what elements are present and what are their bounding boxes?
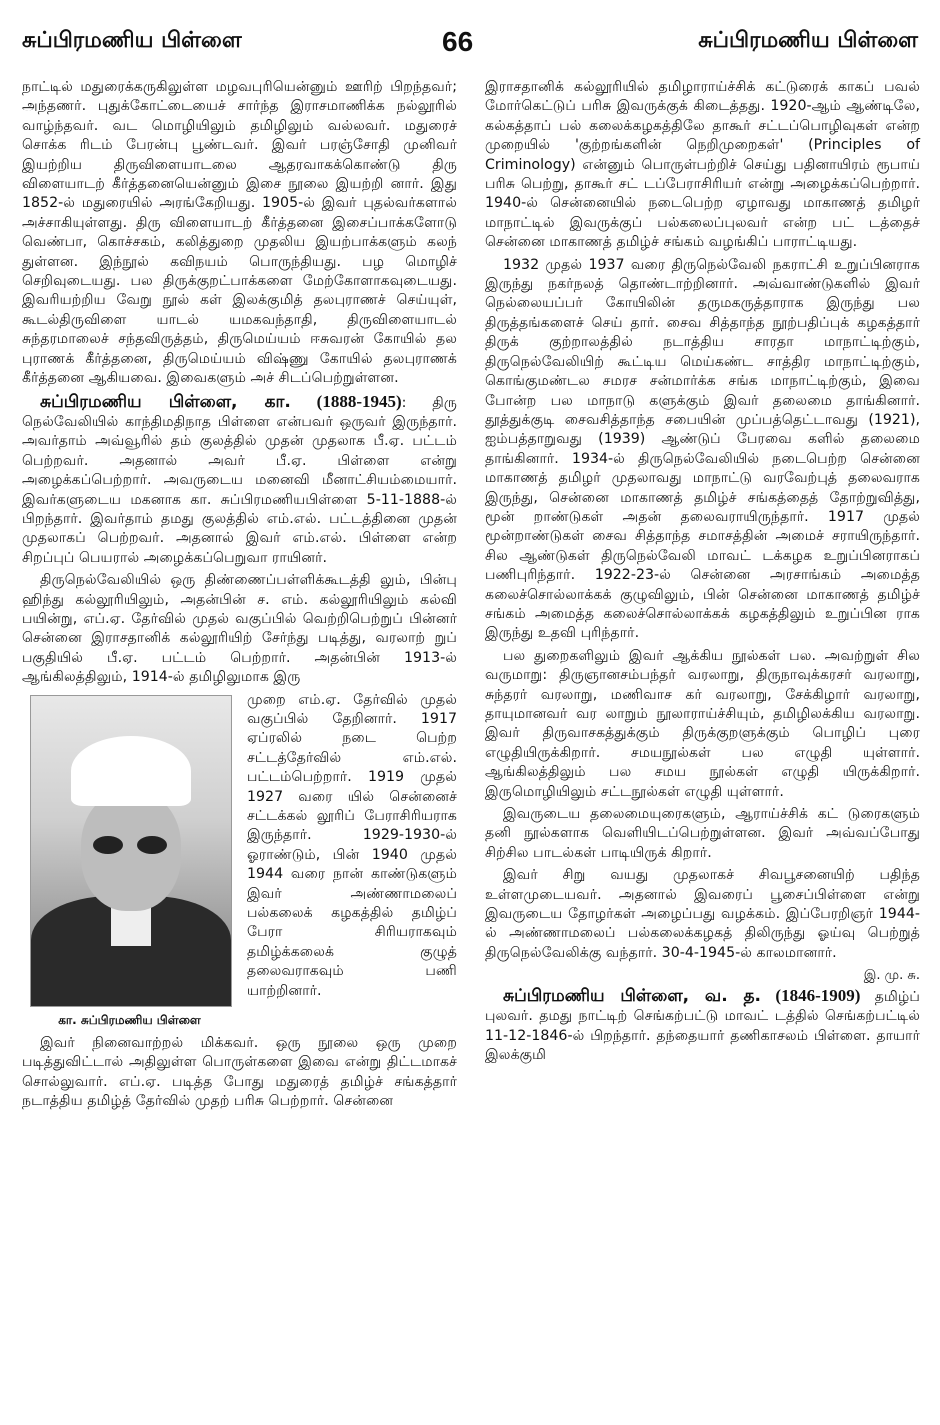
page-number: 66 [442,26,474,57]
paragraph: முறை எம்.ஏ. தேர்வில் முதல் வகுப்பில் தேறினார். 1917 ஏப்ரலில் நடை பெற்ற சட்டத்தேர்வில் எம்.எல். பட்டம்பெற்றார். 1919 முதல் 1927 வரை யில் சென்னைச் சட்டக்கல் லூரிப் பேராசிரியராக இருந்தார். 1929-1930-ல் ஓராண்டும், பின் 1940 முதல் 1944 வரை நான் காண்டுகளும் இவர் அண்ணாமலைப் பல்கலைக் கழகத்தில் தமிழ்ப் பேரா சிரியராகவும் தமிழ்க்கலைக் குழுத் தலைவராகவும் பணி யாற்றினார். [247,691,457,999]
paragraph: இவருடைய தலைமையுரைகளும், ஆராய்ச்சிக் கட் டுரைகளும் தனி நூல்களாக வெளியிடப்பெற்றுள்ளன. இவர் அவ்வப்போது சிற்சில பாடல்கள் பாடியிருக் கிறார். [485,806,920,861]
paragraph: பல துறைகளிலும் இவர் ஆக்கிய நூல்கள் பல. அவற்றுள் சில வருமாறு: திருஞானசம்பந்தர் வரலாறு, திருநாவுக்கரசர் வரலாறு, சுந்தரர் வரலாறு, மணிவாச கர் வரலாறு, சேக்கிழார் வரலாறு, தாயுமானவர் வர லாறும் நூலாராய்ச்சியும், தமிழிலக்கிய வரலாறு. இவர் திருவாசகத்துக்கும் திருக்குறளுக்கும் பொழிப் புரை எழுதியிருக்கிறார். சமயநூல்கள் பல எழுதி யுள்ளார். ஆங்கிலத்திலும் பல சமய நூல்கள் எழுதி யிருக்கிறார். இருமொழியிலும் சட்டநூல்கள் எழுதி யுள்ளார். [485,647,920,800]
right-column [485,78,920,1068]
entry-heading: சுப்பிரமணிய பிள்ளை, கா. [40,391,291,412]
author-signature: இ. மு. சு. [863,968,920,984]
entry-years: (1846-1909) [775,985,861,1005]
photo-caption: கா. சுப்பிரமணிய பிள்ளை [58,1012,201,1027]
portrait-figure [22,695,237,1030]
paragraph: இவர் நினைவாற்றல் மிக்கவர். ஒரு நூலை ஒரு முறை படித்துவிட்டால் அதிலுள்ள பொருள்களை இவை என்று திட்டமாகச் சொல்லுவார். எப்.ஏ. படித்த போது மதுரைத் தமிழ்ச் சங்கத்தார் நடாத்திய தமிழ்த் தேர்வில் முதற் பரிசு பெற்றார். சென்னை [22,1035,457,1110]
page-header [0,0,940,70]
entry-paragraph [22,392,457,569]
paragraph: இராசதானிக் கல்லூரியில் தமிழாராய்ச்சிக் கட்டுரைக் காகப் பவல் மோர்கெட்டுப் பரிசு இவருக்குக் கிடைத்தது. 1920-ஆம் ஆண்டிலே, கல்கத்தாப் பல் கலைக்கழகத்திலே தாகூர் சட்டப்பொழிவுகள் என்ற முறையில் 'குற்றங்களின் நெறிமுறைகள்' (Principles of Criminology) என்னும் பொருள்பற்றிச் செய்து பதினாயிரம் ரூபாய் பரிசு பெற்று, தாகூர் சட் டப்பேராசிரியர் என்று அழைக்கப்பெற்றார். 1940-ல் சென்னையில் நடைபெற்ற ஏழாவது மாகாணத் தமிழர் மாநாட்டில் இவருக்குப் பல்கலைப்புலவர் என்ற பட் டத்தைச் சென்னை மாகாணத் தமிழ்ச் சங்கம் வழங்கிப் பாராட்டியது. [485,79,920,251]
entry-years: (1888-1945) [316,391,402,411]
running-head-left: சுப்பிரமணிய பிள்ளை [22,28,242,53]
entry-paragraph [485,986,920,1066]
paragraph: திருநெல்வேலியில் ஒரு திண்ணைப்பள்ளிக்கூடத்தி லும், பின்பு ஹிந்து கல்லூரியிலும், அதன்பின் ச. எம். கல்லூரியிலும் கல்வி பயின்று, எப்.ஏ. தேர்வில் முதல் வகுப்பில் வெற்றிபெற்றுப் பின்னர் சென்னை இராசதானிக் கல்லூரியிற் சேர்ந்து படித்து, வரலாற் றுப் பகுதியில் பீ.ஏ. பட்டம் பெற்றார். அதன்பின் 1913-ல் ஆங்கிலத்திலும், 1914-ல் தமிழிலுமாக இரு [22,572,457,686]
entry-text: : திரு நெல்வேலியில் காந்திமதிநாத பிள்ளை என்பவர் ஒருவர் இருந்தார். அவர்தாம் அவ்வூரில் தம் குலத்தில் முதன் முதலாக பீ.ஏ. பட்டம் பெற்றவர். அதனால் அவர் பீ.ஏ. பிள்ளை என்று அழைக்கப்பெற்றார். அவருடைய மனைவி மீனாட்சியம்மையார். இவர்களுடைய மகனாக கா. சுப்பிரமணியபிள்ளை 5-11-1888-ல் பிறந்தார். இவர்தாம் தமது குலத்தில் எம்.எல். பட்டத்தினை முதன் முதலாகப் பெற்றவர். அதனால் இவர் எம்.எல். பிள்ளை என்ற சிறப்புப் பெயரால் அழைக்கப்பெறுவா ராயினர். [22,394,457,566]
left-column [22,78,457,1115]
entry-text: தமிழ்ப் புலவர். தமது நாட்டிற் செங்கற்பட்டு மாவட் டத்தில் செங்கற்பட்டில் 11-12-1846-ல் பிறந்தார். தந்தையார் தணிகாசலம் பிள்ளை. தாயார் இலக்குமி [485,988,920,1063]
portrait-photo [30,695,232,1007]
paragraph: 1932 முதல் 1937 வரை திருநெல்வேலி நகராட்சி உறுப்பினராக இருந்து நகர்நலத் தொண்டாற்றினார். அவ்வாண்டுகளில் இவர் நெல்லையப்பர் கோயிலின் தருமகருத்தாராக இருந்து பல திருத்தங்களைச் செய் தார். சைவ சித்தாந்த நூற்பதிப்புக் கழகத்தார் திருக் குற்றாலத்தில் நடாத்திய சாரதா மாநாட்டிற்கும், திருநெல்வேலியிற் கூட்டிய மெய்கண்ட சாத்திர மாநாட்டிற்கும், கொங்குமண்டல சமரச சன்மார்க்க சங்க மாநாட்டிற்கும், இவை போன்ற பல மாநாடு களுக்கும் இவர் தலைமை தாங்கினார். தூத்துக்குடி சைவசித்தாந்த சபையின் முப்பத்தெட்டாவது (1921), ஐம்பத்தாறுவது (1939) ஆண்டுப் பேரவை களில் தலைமை தாங்கினார். 1934-ல் திருநெல்வேலியில் நடைபெற்ற சென்னை மாகாணத் தமிழர் முதலாவது மாநாட்டு வரவேற்புத் தலைவராக இருந்து, சென்னை மாகாணத் தமிழ்ச் சங்கத்தைத் தோற்றுவித்து, மூன் றாண்டுகள் அதன் தலைவராயிருந்தார். 1917 முதல் மூன்றாண்டுகள் சைவ சித்தாந்த சமாசத்தின் அமைச் சராயிருந்தார். சில ஆண்டுகள் திருநெல்வேலி மாவட் டக்கழக உறுப்பினராகப் பணிபுரிந்தார். 1922-23-ல் சென்னை அரசாங்கம் அமைத்த கலைச்சொல்லாக்கக் குழுவிலும், பின் சென்னை மாகாணத் தமிழ்ச் சங்கம் அமைத்த கலைச்சொல்லாக்கக் கழகத்திலும் உறுப்பின ராக இருந்து உதவி புரிந்தார். [485,256,920,642]
paragraph: இவர் சிறு வயது முதலாகச் சிவபூசனையிற் பதிந்த உள்ளமுடையவர். அதனால் இவரைப் பூசைப்பிள்ளை என்று இவருடைய தோழர்கள் அழைப்பது வழக்கம். இப்பேரறிஞர் 1944-ல் அண்ணாமலைப் பல்கலைக்கழகத் திலிருந்து ஓய்வு பெற்றுத் திருநெல்வேலிக்கு வந்தார். 30-4-1945-ல் காலமானார். [485,867,920,961]
paragraph: நாட்டில் மதுரைக்கருகிலுள்ள மழவபுரியென்னும் ஊரிற் பிறந்தவர்; அந்தணர். புதுக்கோட்டையைச் சார்ந்த இராசமாணிக்க நல்லூரில் வாழ்ந்தவர். வட மொழியிலும் தமிழிலும் வல்லவர். மதுரைச் சொக்க ரிடம் பேரன்பு பூண்டவர். இவர் பரஞ்சோதி முனிவர் இயற்றிய திருவிளையாடலை ஆதரவாகக்கொண்டு திரு விளையாடற் கீர்த்தனையென்னும் இசை நூலை இயற்றி னார். இது 1852-ல் மதுரையில் அரங்கேறியது. 1905-ல் இவர் புதல்வர்களால் அச்சாகியுள்ளது. திரு விளையாடற் கீர்த்தனை இசைப்பாக்களோடு வெண்பா, கொச்சகம், கலித்துறை முதலிய இயற்பாக்களும் கலந் துள்ளன. இந்நூல் கவிநயம் பொருந்தியது. பழ மொழிச் செறிவுடையது. பல திருக்குறட்பாக்களை மேற்கோளாகவுடையது. இவரியற்றிய வேறு நூல் கள் இலக்குமித் தலபுராணச் செய்யுள், கூடல்திருவிளை யாடல் யமகவந்தாதி, திருவிளையாடல் சுந்தரமாலைச் சந்தவிருத்தம், திருமெய்யம் ஈசுவரன் கோயில் தல புராணக் கீர்த்தனை, திருமெய்யம் விஷ்ணு கோயில் தலபுராணக் கீர்த்தனை ஆகியவை. இவைகளும் அச் சிடப்பெற்றுள்ளன. [22,79,457,387]
entry-heading: சுப்பிரமணிய பிள்ளை, வ. த. [503,985,761,1006]
running-head-right: சுப்பிரமணிய பிள்ளை [698,28,918,53]
